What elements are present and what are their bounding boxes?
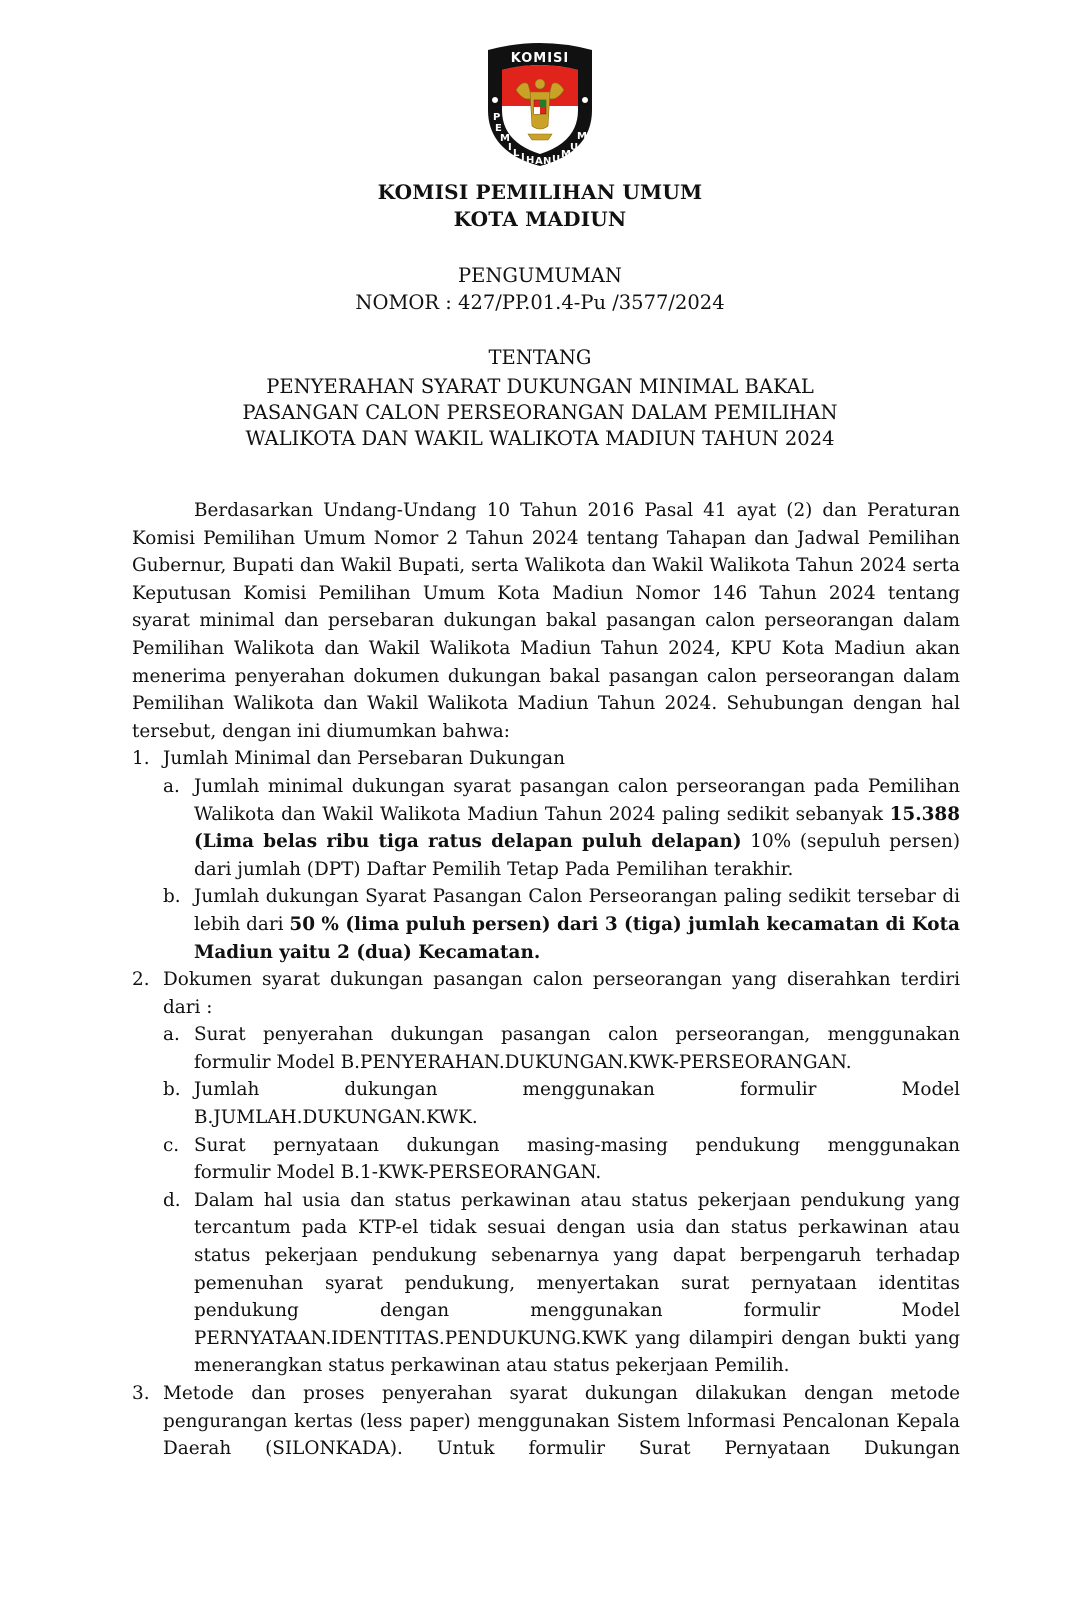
list-number: 3. xyxy=(132,1383,150,1404)
sub-number: a. xyxy=(163,1024,180,1046)
org-name-line2: KOTA MADIUN xyxy=(453,207,627,231)
title-line3: WALIKOTA DAN WAKIL WALIKOTA MADIUN TAHUN 2024 xyxy=(245,427,835,450)
min-support-count: 15.388 (Lima belas ribu tiga ratus delapan puluh delapan) xyxy=(194,803,960,853)
list-item-text: Dokumen syarat dukungan pasangan calon perseorangan yang diserahkan terdiri dari : xyxy=(163,969,960,1018)
sub-item-2b xyxy=(163,1076,960,1131)
sub-item-2d xyxy=(163,1187,960,1380)
intro-paragraph: Berdasarkan Undang-Undang 10 Tahun 2016 Pasal 41 ayat (2) dan Peraturan Komisi Pemilihan Umum Nomor 2 Tahun 2024 tentang Tahapan dan Jadwal Pemilihan Gubernur, Bupati dan Wakil Bupati, serta Walikota dan Wakil Walikota Tahun 2024 serta Keputusan Komisi Pemilihan Umum Kota Madiun Nomor 146 Tahun 2024 tentang syarat minimal dan persebaran dukungan bakal pasangan calon perseorangan dalam Pemilihan Walikota dan Wakil Walikota Madiun Tahun 2024, KPU Kota Madiun akan menerima penyerahan dokumen dukungan bakal pasangan calon perseorangan dalam Pemilihan Walikota dan Wakil Walikota Madiun Tahun 2024. Sehubungan dengan hal tersebut, dengan ini diumumkan bahwa: xyxy=(132,500,960,742)
sub-number: b. xyxy=(163,1079,181,1101)
form-model: B.JUMLAH.DUKUNGAN.KWK. xyxy=(194,1107,478,1129)
org-name-line1: KOMISI PEMILIHAN UMUM xyxy=(377,180,703,204)
doc-number: NOMOR : 427/PP.01.4-Pu /3577/2024 xyxy=(355,291,725,314)
sub-item-2c xyxy=(163,1132,960,1187)
sub-text: Surat pernyataan dukungan masing-masing pendukung menggunakan xyxy=(194,1134,960,1156)
sub-text: 10% (sepuluh persen) dari jumlah (DPT) Daftar Pemilih Tetap Pada Pemilihan terakhir. xyxy=(194,831,960,880)
list-item-text: Metode dan proses penyerahan syarat dukungan dilakukan dengan metode pengurangan kertas (less paper) menggunakan Sistem lnformasi Pencalonan Kepala Daerah (SILONKADA). Untuk formulir Surat Pernyataan Dukungan xyxy=(163,1383,960,1460)
svg-text:PEMILIHANUMUM: P E M IL IHANUMUM xyxy=(493,112,587,167)
sub-number: a. xyxy=(163,775,180,797)
svg-text:KOMISI: KOMISI xyxy=(510,51,570,66)
sub-number: d. xyxy=(163,1189,181,1211)
sub-text: Jumlah minimal dukungan syarat pasangan calon perseorangan pada Pemilihan Walikota dan Wakil Walikota Madiun Tahun 2024 paling sedikit sebanyak xyxy=(194,775,960,825)
announcement-list xyxy=(132,745,960,1462)
sub-text: Surat penyerahan dukungan pasangan calon perseorangan, menggunakan xyxy=(194,1024,960,1046)
sub-number: b. xyxy=(163,886,181,908)
sub-item-2a xyxy=(163,1021,960,1076)
doc-type: PENGUMUMAN xyxy=(458,264,622,287)
list-item-3 xyxy=(132,1380,960,1463)
form-model: formulir Model B.1-KWK-PERSEORANGAN. xyxy=(194,1162,602,1184)
sub-number: c. xyxy=(163,1134,180,1156)
sub-item-1b xyxy=(163,883,960,966)
sub-text: Jumlah dukungan menggunakan formulir Model xyxy=(194,1079,960,1101)
sub-text: Dalam hal usia dan status perkawinan atau status pekerjaan pendukung yang tercantum pada KTP-el tidak sesuai dengan usia dan status perkawinan atau status pekerjaan pendukung sebenarnya yang dapat berpengaruh terhadap pemenuhan syarat pendukung, menyertakan surat pernyataan identitas pendukung dengan menggunakan formulir Model PERNYATAAN.IDENTITAS.PENDUKUNG.KWK yang dilampiri dengan bukti yang menerangkan status perkawinan atau status pekerjaan Pemilih. xyxy=(194,1189,960,1377)
list-item-text: Jumlah Minimal dan Persebaran Dukungan xyxy=(163,748,565,770)
list-item-2 xyxy=(132,966,960,1380)
title-line2: PASANGAN CALON PERSEORANGAN DALAM PEMILIHAN xyxy=(242,401,838,424)
sub-text: Jumlah dukungan Syarat Pasangan Calon Perseorangan paling sedikit tersebar di lebih dari xyxy=(194,886,960,935)
form-model: formulir Model B.PENYERAHAN.DUKUNGAN.KWK-PERSEORANGAN. xyxy=(194,1051,852,1073)
list-number: 1. xyxy=(132,748,150,770)
list-number: 2. xyxy=(132,969,150,991)
about-label: TENTANG xyxy=(488,346,592,369)
sub-item-1a xyxy=(163,773,960,883)
distribution-requirement: 50 % (lima puluh persen) dari 3 (tiga) jumlah kecamatan di Kota Madiun yaitu 2 (dua) Kecamatan. xyxy=(194,913,960,963)
document-body xyxy=(132,497,960,1463)
list-item-1 xyxy=(132,745,960,966)
title-line1: PENYERAHAN SYARAT DUKUNGAN MINIMAL BAKAL xyxy=(266,375,814,398)
kpu-logo-icon xyxy=(476,40,604,168)
